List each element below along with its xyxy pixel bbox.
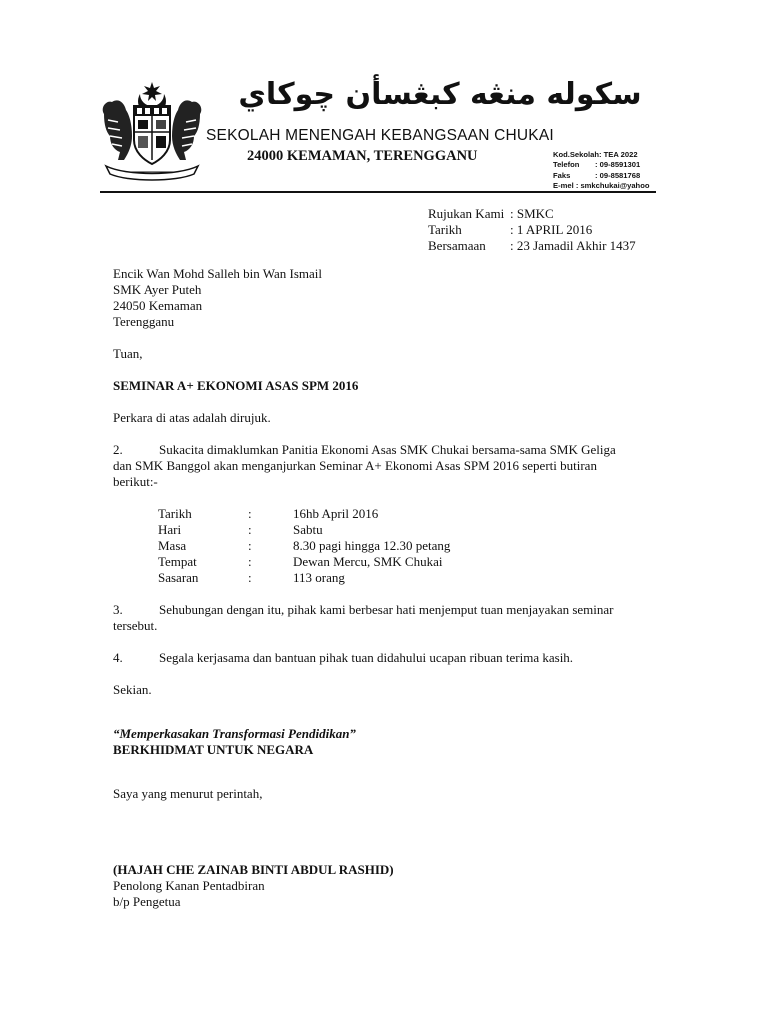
paragraph-number: 4.: [113, 650, 123, 665]
reference-value: : SMKC: [510, 206, 554, 221]
closing: Sekian.: [113, 682, 152, 697]
motto: “Memperkasakan Transformasi Pendidikan”: [113, 726, 356, 741]
contact-value: TEA 2022: [603, 150, 638, 159]
signatory-on-behalf: b/p Pengetua: [113, 894, 181, 909]
paragraph-number: 2.: [113, 442, 123, 457]
contact-value: : 09-8581768: [595, 170, 641, 180]
paragraph-number: 3.: [113, 602, 123, 617]
recipient-line: SMK Ayer Puteh: [113, 282, 202, 297]
detail-row: [158, 506, 653, 522]
school-name: SEKOLAH MENENGAH KEBANGSAAN CHUKAI: [206, 127, 554, 144]
paragraph-text: berikut:-: [113, 474, 158, 489]
reference-value: : 23 Jamadil Akhir 1437: [510, 238, 636, 253]
detail-value: 8.30 pagi hingga 12.30 petang: [293, 538, 451, 553]
paragraph-text: Segala kerjasama dan bantuan pihak tuan didahului ucapan ribuan terima kasih.: [159, 650, 574, 665]
reference-label: Rujukan Kami: [428, 206, 505, 221]
reference-value: : 1 APRIL 2016: [510, 222, 593, 237]
obedient-line: Saya yang menurut perintah,: [113, 786, 263, 801]
contact-row: [553, 160, 649, 170]
detail-value: 16hb April 2016: [293, 506, 379, 521]
letter-body: [113, 266, 653, 910]
recipient-line: 24050 Kemaman: [113, 298, 203, 313]
detail-row: [158, 522, 653, 538]
contact-label: Kod.Sekolah:: [553, 150, 602, 159]
event-details: [158, 506, 653, 586]
detail-label: Hari: [158, 522, 182, 537]
svg-text:سکوله منڠه کبڠسأن چوکاي: سکوله منڠه کبڠسأن چوکاي: [238, 77, 642, 112]
slogan: BERKHIDMAT UNTUK NEGARA: [113, 742, 314, 757]
letterhead-divider: [100, 191, 656, 193]
reference-label: Tarikh: [428, 222, 462, 237]
detail-row: [158, 570, 653, 586]
reference-block: [428, 206, 636, 254]
detail-row: [158, 554, 653, 570]
detail-separator: :: [248, 538, 252, 553]
contact-label: Telefon: [553, 160, 580, 170]
signatory-title: Penolong Kanan Pentadbiran: [113, 878, 265, 893]
detail-row: [158, 538, 653, 554]
contact-value: : 09-8591301: [595, 160, 641, 170]
detail-value: 113 orang: [293, 570, 345, 585]
paragraph-2: [113, 442, 653, 458]
detail-label: Masa: [158, 538, 187, 553]
contact-block: [553, 150, 649, 192]
signatory-name: (HAJAH CHE ZAINAB BINTI ABDUL RASHID): [113, 862, 394, 877]
detail-separator: :: [248, 522, 252, 537]
reference-row: [428, 206, 636, 222]
paragraph-text: Sehubungan dengan itu, pihak kami berbesar hati menjemput tuan menjayakan seminar: [159, 602, 614, 617]
contact-label: Faks: [553, 170, 571, 180]
detail-separator: :: [248, 554, 252, 569]
paragraph-text: Sukacita dimaklumkan Panitia Ekonomi Asas SMK Chukai bersama-sama SMK Geliga: [159, 442, 616, 457]
reference-label: Bersamaan: [428, 238, 486, 253]
detail-label: Sasaran: [158, 570, 199, 585]
school-address: 24000 KEMAMAN, TERENGGANU: [247, 148, 478, 164]
contact-value: : smkchukai@yahoo: [575, 181, 650, 191]
recipient-line: Encik Wan Mohd Salleh bin Wan Ismail: [113, 266, 323, 281]
contact-label: E-mel: [553, 181, 574, 191]
paragraph-text: dan SMK Banggol akan menganjurkan Seminar A+ Ekonomi Asas SPM 2016 seperti butiran: [113, 458, 597, 473]
contact-row: [553, 171, 649, 181]
detail-value: Sabtu: [293, 522, 323, 537]
letter-subject: SEMINAR A+ EKONOMI ASAS SPM 2016: [113, 378, 359, 393]
contact-row: [553, 150, 649, 160]
salutation: Tuan,: [113, 346, 143, 361]
paragraph-3: [113, 602, 653, 618]
intro-paragraph: Perkara di atas adalah dirujuk.: [113, 410, 271, 425]
paragraph-4: [113, 650, 653, 666]
detail-separator: :: [248, 506, 252, 521]
detail-value: Dewan Mercu, SMK Chukai: [293, 554, 443, 569]
detail-separator: :: [248, 570, 252, 585]
recipient-line: Terengganu: [113, 314, 175, 329]
detail-label: Tarikh: [158, 506, 192, 521]
jawi-school-title: [222, 70, 658, 116]
reference-row: [428, 222, 636, 238]
coat-of-arms-logo: [96, 80, 208, 184]
detail-label: Tempat: [158, 554, 197, 569]
paragraph-text: tersebut.: [113, 618, 158, 633]
reference-row: [428, 238, 636, 254]
